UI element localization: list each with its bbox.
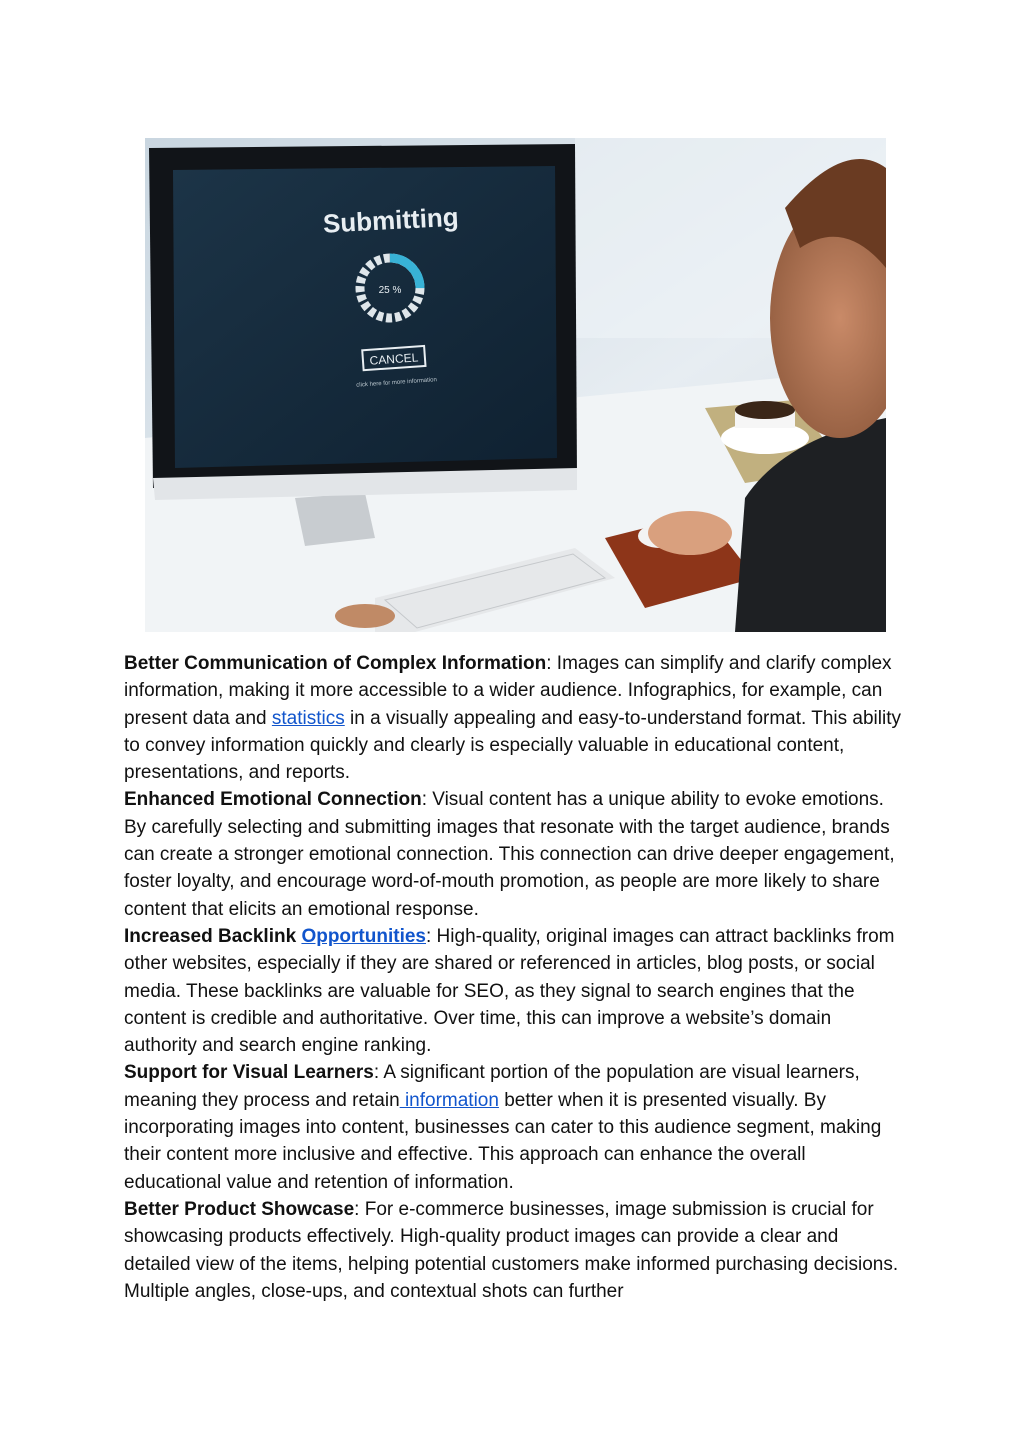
paragraph-product-showcase: Better Product Showcase: For e-commerce businesses, image submission is crucial for showcasing products effectively. High-quality product images can provide a clear and detailed view of the items, helping potential customers make informed purchasing decisions. Multiple angles, close-ups, and contextual shots can further xyxy=(124,1198,899,1302)
paragraph-heading: Support for Visual Learners xyxy=(124,1062,374,1084)
paragraph-heading: Increased Backlink xyxy=(124,925,302,947)
hint-text: click here for more information xyxy=(356,377,438,389)
hero-photo xyxy=(145,138,886,632)
opportunities-link[interactable]: Opportunities xyxy=(301,925,426,947)
progress-text: 25 % xyxy=(378,285,402,296)
paragraph-backlink-opportunities: Increased Backlink Opportunities: High-quality, original images can attract backlinks from other websites, especially if they are shared or referenced in articles, blog posts, or social media. These backlinks are valuable for SEO, as they signal to search engines that the content is credible and authoritative. Over time, this can improve a website’s domain authority and search engine ranking. xyxy=(124,925,895,1057)
paragraph-complex-information: Better Communication of Complex Information: Images can simplify and clarify complex information, making it more accessible to a wider audience. Infographics, for example, can present data and statistics in a visually appealing and easy-to-understand format. This ability to convey information quickly and clearly is especially valuable in educational content, presentations, and reports. xyxy=(124,653,901,784)
article-body xyxy=(124,650,904,1305)
information-link[interactable]: information xyxy=(399,1089,499,1111)
screen-title: Submitting xyxy=(322,201,460,239)
paragraph-heading: Better Communication of Complex Information xyxy=(124,653,547,674)
paragraph-emotional-connection: Enhanced Emotional Connection: Visual content has a unique ability to evoke emotions. By carefully selecting and submitting images that resonate with the target audience, brands can create a stronger emotional connection. This connection can drive deeper engagement, foster loyalty, and encourage word-of-mouth promotion, as people are more likely to share content that elicits an emotional response. xyxy=(124,789,895,920)
paragraph-visual-learners: Support for Visual Learners: A significant portion of the population are visual learners, meaning they process and retain information better when it is presented visually. By incorporating images into content, businesses can cater to this audience segment, making their content more inclusive and effective. This approach can enhance the overall educational value and retention of information. xyxy=(124,1062,882,1193)
cancel-label: CANCEL xyxy=(369,350,419,368)
paragraph-heading: Better Product Showcase xyxy=(124,1198,355,1220)
statistics-link[interactable]: statistics xyxy=(271,707,345,729)
paragraph-heading: Enhanced Emotional Connection xyxy=(124,789,422,811)
